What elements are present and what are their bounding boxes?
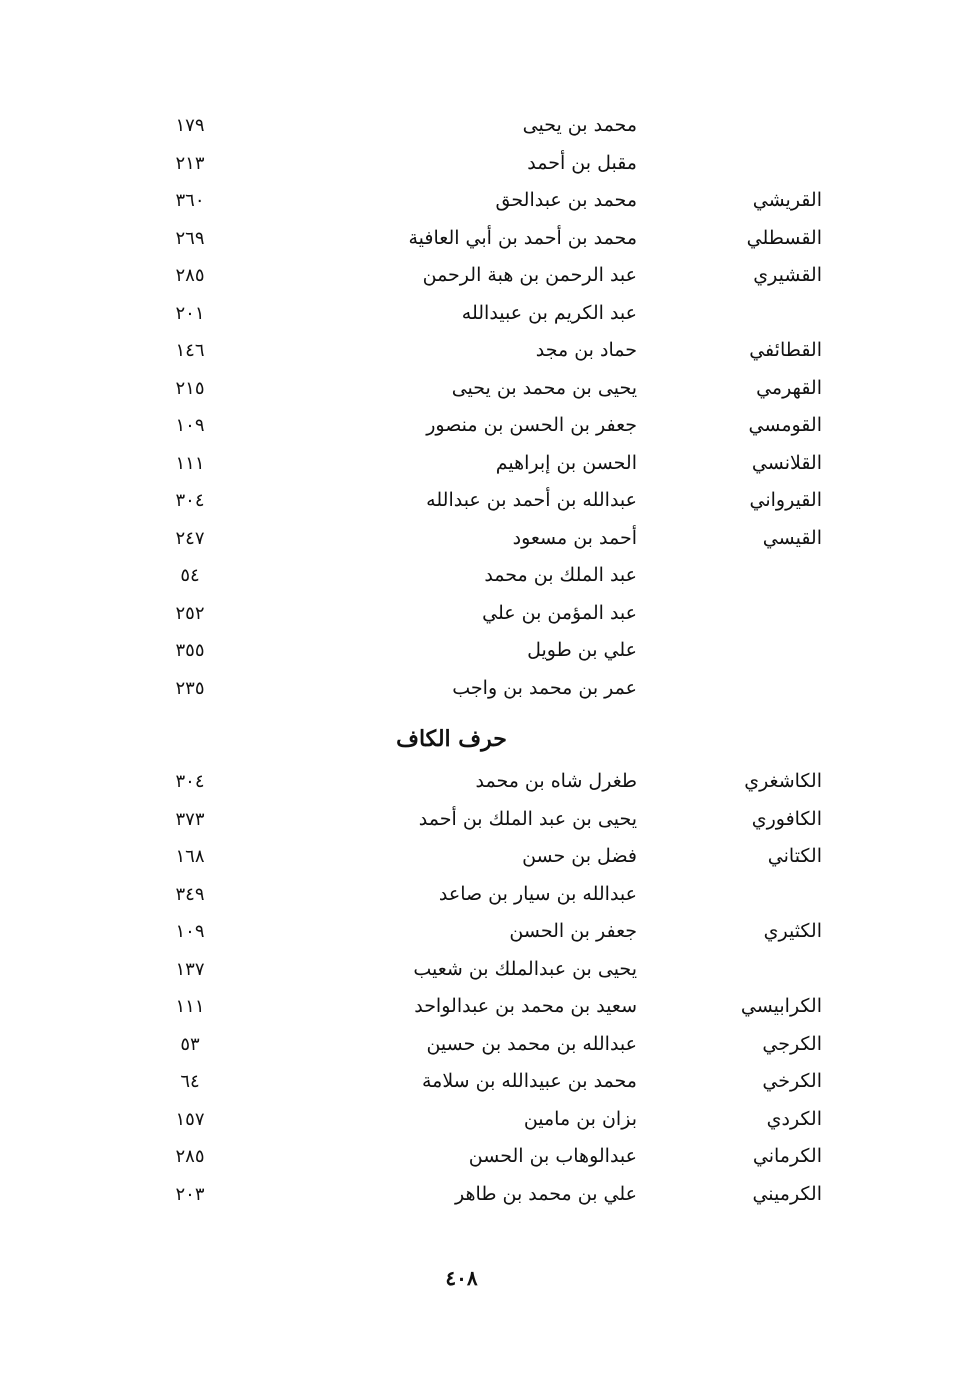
person-name: عبدالله بن أحمد بن عبدالله: [426, 489, 637, 511]
page-reference: ١٥٧: [175, 1108, 205, 1130]
person-name: يحيى بن عبد الملك بن أحمد: [418, 807, 637, 830]
page-reference: ٣٤٩: [175, 883, 205, 905]
person-name: عبد المؤمن بن علي: [482, 601, 637, 624]
page-number: ٤٠٨: [445, 1266, 478, 1290]
nisba: القيرواني: [749, 489, 822, 511]
index-row: [0, 988, 963, 1026]
index-row: [0, 332, 963, 370]
nisba: الكرجي: [762, 1032, 822, 1055]
person-name: محمد بن عبدالحق: [495, 189, 637, 211]
index-section-kaf: [0, 763, 963, 1213]
nisba: القهرمي: [756, 376, 822, 399]
person-name: عبد الملك بن محمد: [484, 564, 637, 586]
index-row: [0, 801, 963, 839]
index-row: [0, 951, 963, 989]
index-row: [0, 107, 963, 145]
page-reference: ٣٠٤: [175, 490, 205, 511]
index-row: [0, 220, 963, 258]
index-row: [0, 763, 963, 801]
page-reference: ١٣٧: [175, 958, 205, 980]
nisba: [642, 295, 822, 333]
person-name: مقبل بن أحمد: [527, 151, 637, 174]
index-row: [0, 913, 963, 951]
person-name: محمد بن يحيى: [522, 114, 637, 136]
page-reference: ٢٣٥: [175, 677, 205, 699]
index-row: [0, 595, 963, 633]
nisba: [642, 670, 822, 708]
person-name: عبد الكريم بن عبيدالله: [461, 301, 637, 324]
person-name: محمد بن عبيدالله بن سلامة: [421, 1070, 637, 1092]
nisba: الكتاني: [767, 845, 822, 867]
nisba: [642, 107, 822, 145]
page-reference: ٢٦٩: [175, 227, 205, 249]
index-row: [0, 295, 963, 333]
page-reference: ٢١٥: [175, 377, 205, 399]
person-name: جعفر بن الحسن بن منصور: [426, 414, 637, 436]
index-row: [0, 370, 963, 408]
person-name: يحيى بن عبدالملك بن شعيب: [413, 957, 637, 980]
index-row: [0, 257, 963, 295]
index-row: [0, 407, 963, 445]
page-reference: ١٠٩: [175, 415, 205, 436]
person-name: عبد الرحمن بن هبة الرحمن: [422, 264, 637, 286]
page-reference: ٢٠٣: [175, 1183, 205, 1205]
nisba: [642, 557, 822, 595]
page-reference: ٣٦٠: [175, 190, 205, 211]
page-reference: ٣٠٤: [175, 771, 205, 792]
person-name: حماد بن مجد: [535, 339, 637, 361]
index-row: [0, 838, 963, 876]
page-reference: ١١١: [175, 996, 205, 1017]
nisba: القومسي: [748, 414, 822, 436]
index-row: [0, 145, 963, 183]
nisba: الكرخي: [762, 1070, 822, 1092]
person-name: بزان بن مامين: [523, 1107, 637, 1130]
page-reference: ٣٥٥: [175, 640, 205, 661]
nisba: الكثيري: [763, 920, 822, 942]
index-row: [0, 670, 963, 708]
nisba: الكردي: [766, 1107, 822, 1130]
index-row: [0, 182, 963, 220]
nisba: [642, 876, 822, 914]
nisba: القيسي: [762, 526, 822, 549]
nisba: [642, 595, 822, 633]
index-row: [0, 557, 963, 595]
section-heading-kaf: حرف الكاف: [396, 726, 507, 752]
index-row: [0, 1101, 963, 1139]
index-row: [0, 1026, 963, 1064]
person-name: سعيد بن محمد بن عبدالواحد: [414, 995, 637, 1017]
person-name: علي بن محمد بن طاهر: [455, 1182, 637, 1205]
person-name: أحمد بن مسعود: [512, 526, 637, 549]
nisba: الكرابيسي: [740, 995, 822, 1017]
page-reference: ٢٨٥: [175, 1146, 205, 1167]
page-reference: ٢١٣: [175, 152, 205, 174]
index-row: [0, 1063, 963, 1101]
nisba: القطائفي: [749, 339, 822, 361]
person-name: الحسن بن إبراهيم: [495, 451, 637, 474]
page-reference: ١٦٨: [175, 846, 205, 867]
page-reference: ٢٥٢: [175, 602, 205, 624]
nisba: القريشي: [752, 189, 822, 211]
page-reference: ٦٤: [180, 1071, 200, 1092]
page-reference: ٥٣: [180, 1033, 200, 1055]
person-name: عمر بن محمد بن واجب: [452, 676, 637, 699]
person-name: طغرل شاه بن محمد: [475, 770, 637, 792]
person-name: فضل بن حسن: [522, 845, 637, 867]
person-name: محمد بن أحمد بن أبي العافية: [408, 226, 637, 249]
index-row: [0, 482, 963, 520]
nisba: الكاشغري: [744, 770, 822, 792]
nisba: [642, 145, 822, 183]
index-row: [0, 632, 963, 670]
nisba: القشيري: [753, 264, 822, 286]
person-name: جعفر بن الحسن: [509, 920, 637, 942]
nisba: الكرماني: [752, 1145, 822, 1167]
nisba: [642, 632, 822, 670]
page-reference: ١٤٦: [175, 340, 205, 361]
nisba: [642, 951, 822, 989]
page-reference: ٣٧٣: [175, 808, 205, 830]
nisba: القلانسي: [751, 451, 822, 474]
page-reference: ٢٨٥: [175, 265, 205, 286]
person-name: علي بن طويل: [527, 639, 637, 661]
page-reference: ١٠٩: [175, 921, 205, 942]
page-reference: ٥٤: [180, 565, 200, 586]
index-row: [0, 520, 963, 558]
nisba: الكافوري: [751, 807, 822, 830]
index-section-qaf: [0, 107, 963, 707]
index-row: [0, 445, 963, 483]
page-reference: ١١١: [175, 452, 205, 474]
index-row: [0, 1138, 963, 1176]
index-row: [0, 1176, 963, 1214]
person-name: يحيى بن محمد بن يحيى: [451, 376, 637, 399]
index-row: [0, 876, 963, 914]
page-reference: ٢٠١: [175, 302, 205, 324]
person-name: عبدالوهاب بن الحسن: [468, 1145, 637, 1167]
nisba: القسطلي: [746, 226, 822, 249]
page-reference: ٢٤٧: [175, 527, 205, 549]
person-name: عبدالله بن سيار بن صاعد: [438, 882, 637, 905]
person-name: عبدالله بن محمد بن حسين: [426, 1032, 637, 1055]
nisba: الكرميني: [752, 1182, 822, 1205]
page-reference: ١٧٩: [175, 115, 205, 136]
